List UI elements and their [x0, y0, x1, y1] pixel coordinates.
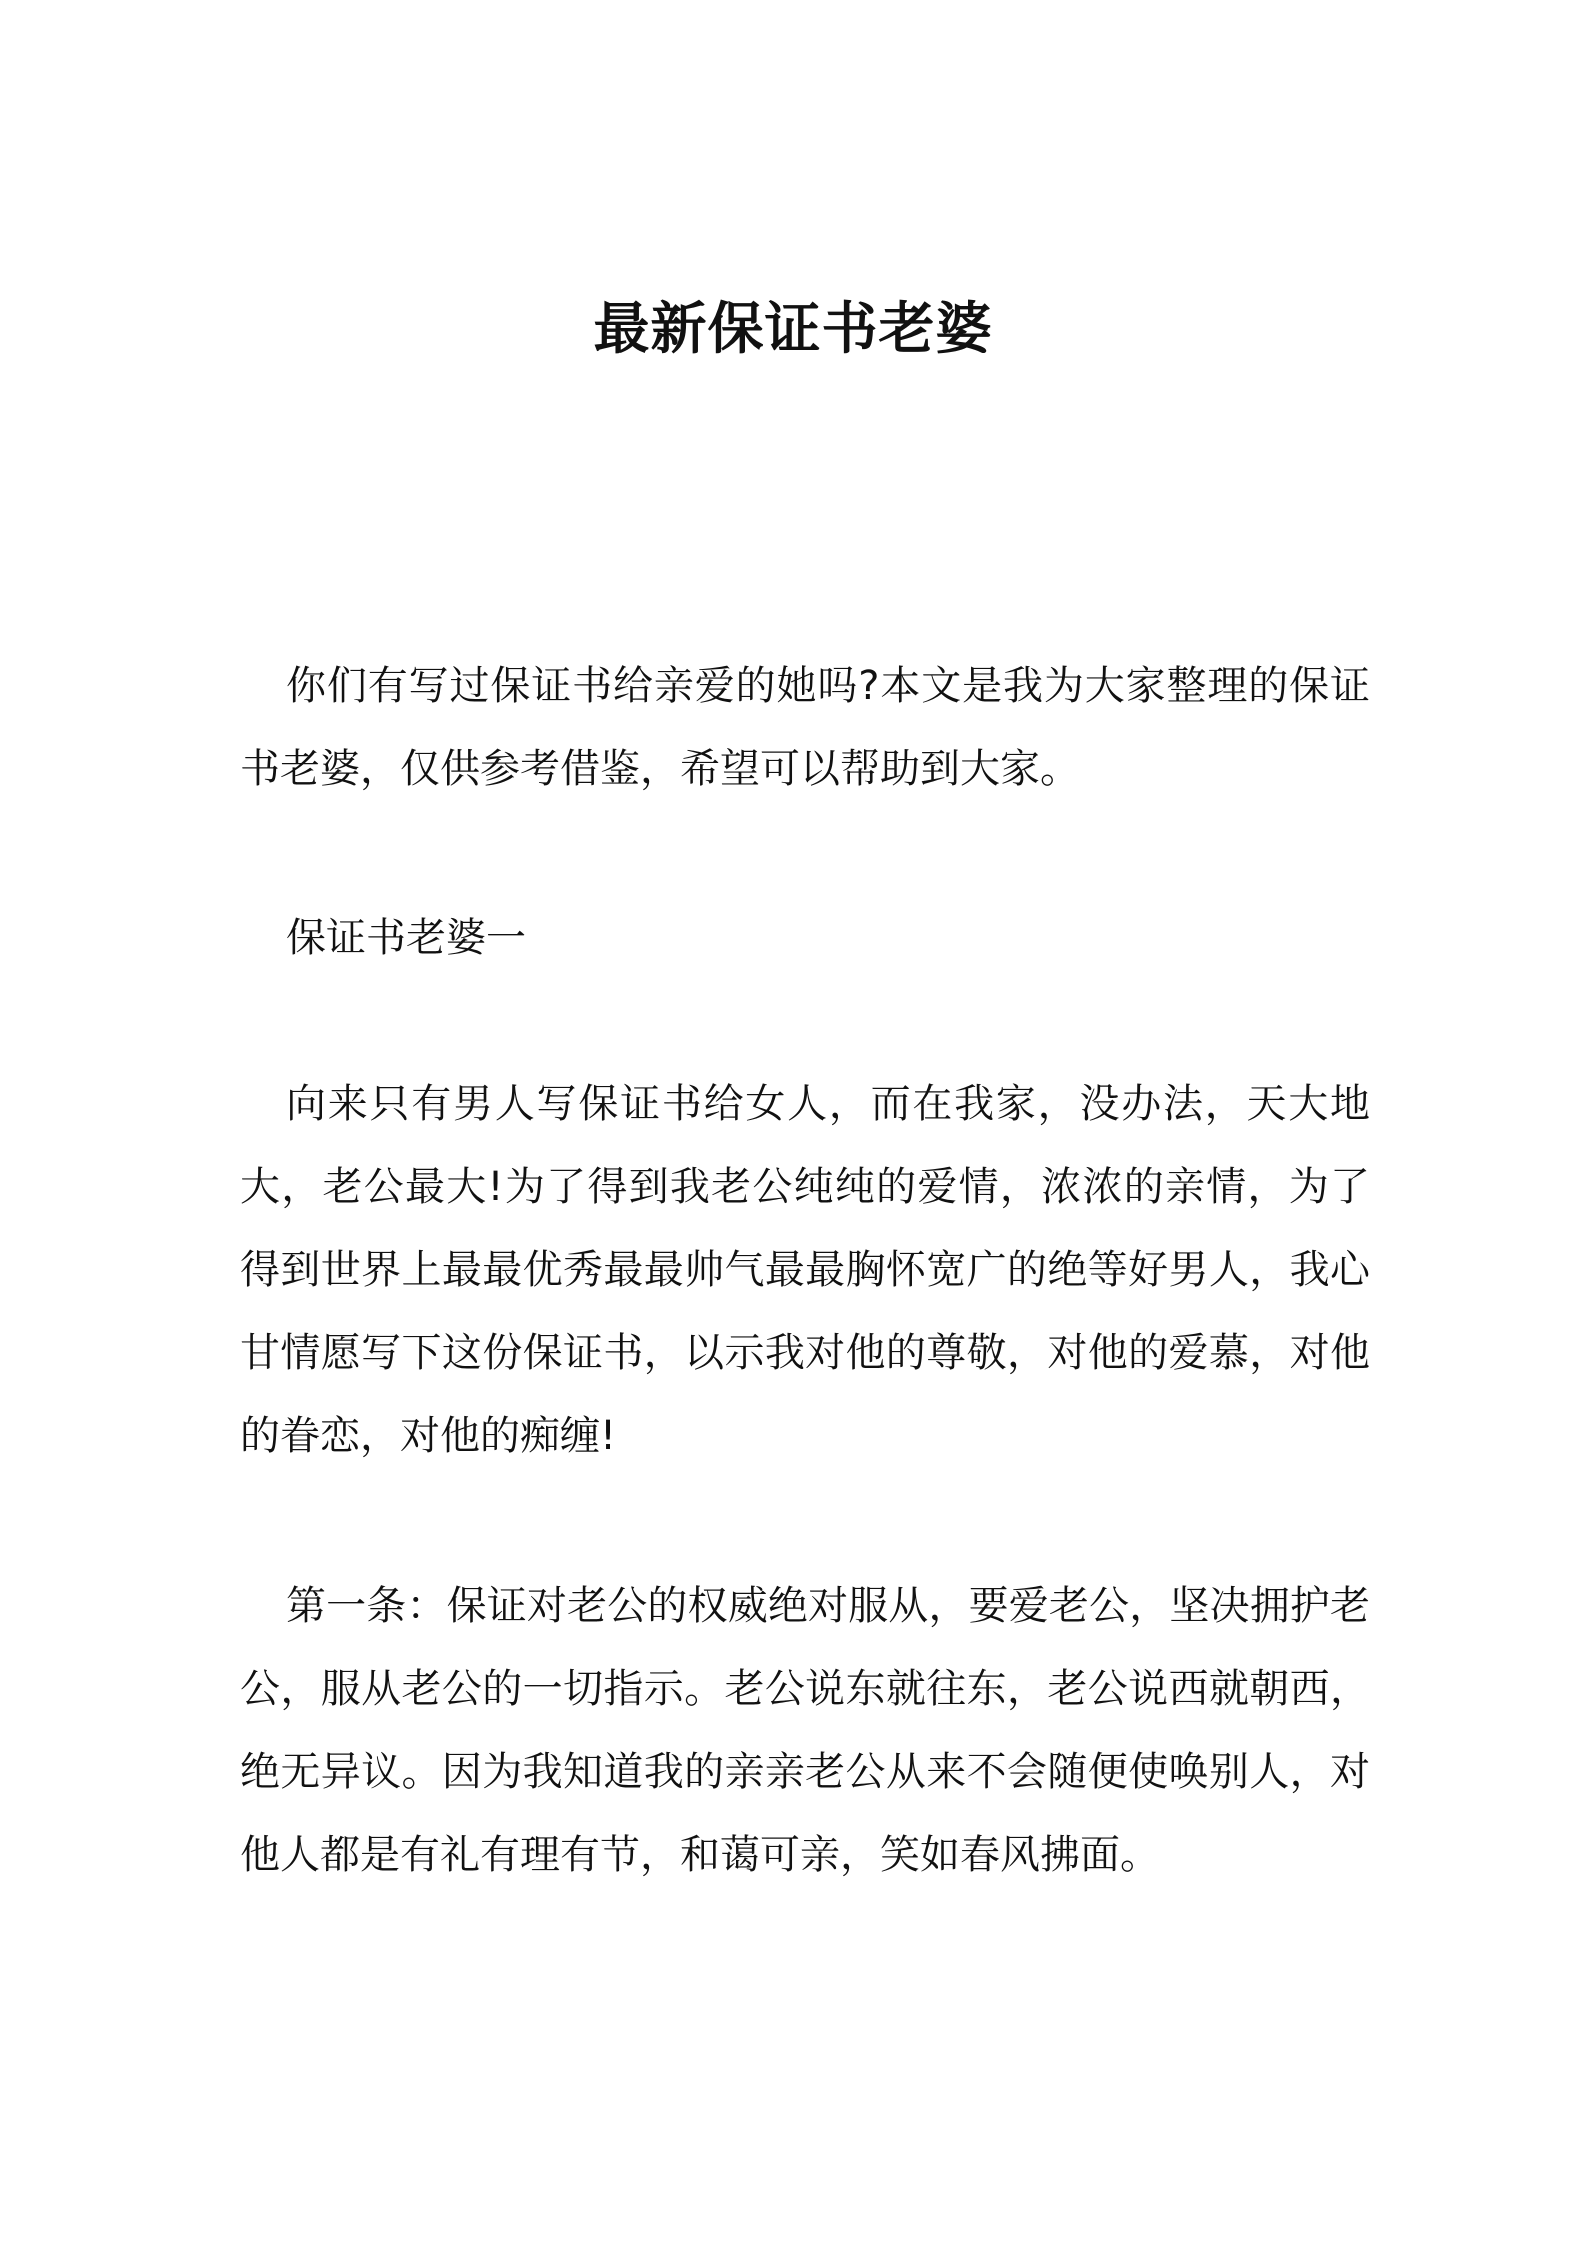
intro-paragraph: 你们有写过保证书给亲爱的她吗?本文是我为大家整理的保证书老婆，仅供参考借鉴，希望可以帮助到大家。 — [240, 663, 1370, 792]
section-heading: 保证书老婆一 — [286, 915, 526, 961]
main-paragraph: 向来只有男人写保证书给女人，而在我家，没办法，天大地大，老公最大!为了得到我老公纯纯的爱情，浓浓的亲情，为了得到世界上最最优秀最最帅气最最胸怀宽广的绝等好男人，我心甘情愿写下这份保证书，以示我对他的尊敬，对他的爱慕，对他的眷恋，对他的痴缠! — [240, 1081, 1370, 1459]
document-title: 最新保证书老婆 — [593, 297, 993, 362]
rule-one-paragraph: 第一条：保证对老公的权威绝对服从，要爱老公，坚决拥护老公，服从老公的一切指示。老公说东就往东，老公说西就朝西，绝无异议。因为我知道我的亲亲老公从来不会随便使唤别人，对他人都是有礼有理有节，和蔼可亲，笑如春风拂面。 — [240, 1583, 1370, 1878]
